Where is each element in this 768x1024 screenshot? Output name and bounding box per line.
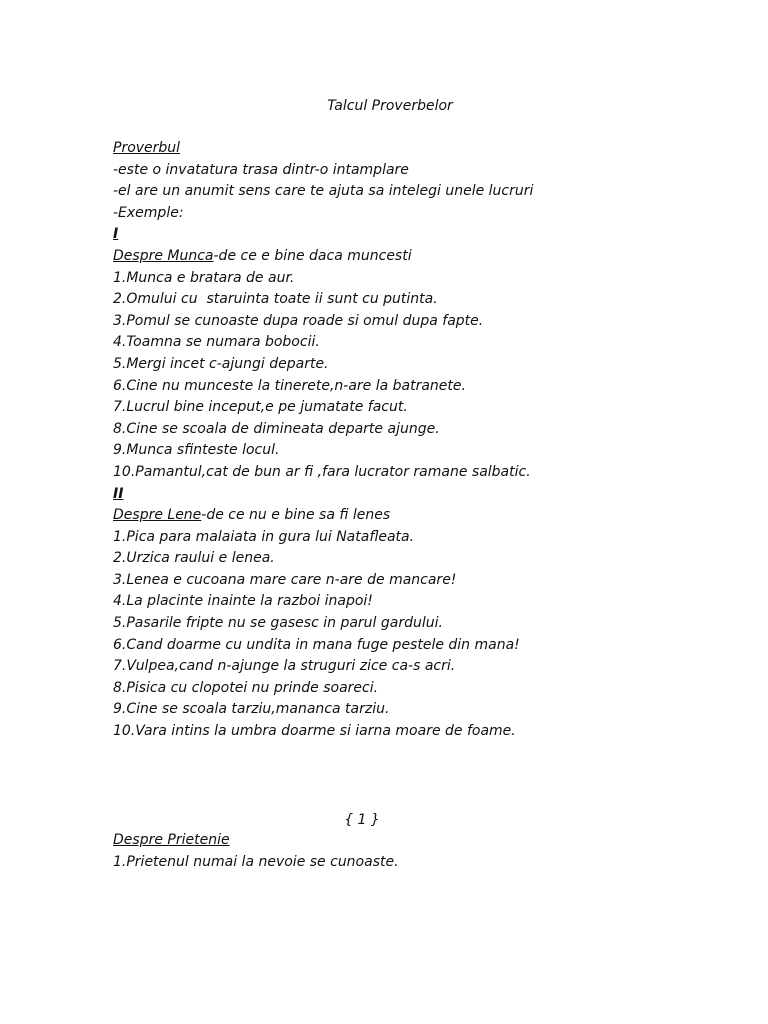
intro-line: -el are un anumit sens care te ajuta sa intelegi unele lucruri: [113, 183, 534, 200]
proverb-item: 6.Cand doarme cu undita in mana fuge pestele din mana!: [113, 636, 520, 653]
proverb-item: 5.Pasarile fripte nu se gasesc in parul gardului.: [113, 615, 443, 632]
proverb-item: 5.Mergi incet c-ajungi departe.: [113, 355, 329, 372]
section-subtitle: -de ce e bine daca muncesti: [213, 247, 412, 264]
intro-line: -este o invatatura trasa dintr-o intamplare: [113, 161, 409, 178]
proverb-item: 1.Pica para malaiata in gura lui Natafleata.: [113, 528, 415, 545]
intro-line: -Exemple:: [113, 204, 184, 221]
proverb-item: 6.Cine nu munceste la tinerete,n-are la batranete.: [113, 377, 466, 394]
proverb-item: 1.Munca e bratara de aur.: [113, 269, 295, 286]
proverb-item: 8.Cine se scoala de dimineata departe ajunge.: [113, 420, 440, 437]
proverb-item: 8.Pisica cu clopotei nu prinde soareci.: [113, 679, 379, 696]
proverb-item: 7.Lucrul bine inceput,e pe jumatate facut.: [113, 399, 408, 416]
section-numeral: II: [113, 485, 124, 502]
proverb-item: 3.Pomul se cunoaste dupa roade si omul dupa fapte.: [113, 312, 484, 329]
section-heading: Despre Munca: [113, 247, 214, 264]
proverb-item: 7.Vulpea,cand n-ajunge la struguri zice ca-s acri.: [113, 658, 456, 675]
proverb-item: 9.Munca sfinteste locul.: [113, 442, 280, 459]
proverb-item: 4.La placinte inainte la razboi inapoi!: [113, 593, 373, 610]
proverb-item: 10.Vara intins la umbra doarme si iarna moare de foame.: [113, 723, 516, 740]
intro-heading: Proverbul: [113, 140, 181, 156]
section-numeral: I: [113, 226, 119, 243]
proverb-item: 4.Toamna se numara bobocii.: [113, 334, 320, 351]
proverb-item: 2.Omului cu staruinta toate ii sunt cu putinta.: [113, 291, 438, 308]
document-title: Talcul Proverbelor: [327, 98, 453, 114]
section-prietenie: [113, 830, 753, 873]
proverb-item: 10.Pamantul,cat de bun ar fi ,fara lucrator ramane salbatic.: [113, 463, 531, 480]
page-number: { 1 }: [344, 812, 380, 828]
proverb-item: 2.Urzica raului e lenea.: [113, 550, 275, 567]
proverb-item: 1.Prietenul numai la nevoie se cunoaste.: [113, 853, 399, 870]
section-heading-row: [113, 246, 753, 268]
proverb-item: 3.Lenea e cucoana mare care n-are de mancare!: [113, 571, 457, 588]
section-heading: Despre Prietenie: [113, 832, 230, 848]
section-subtitle: -de ce nu e bine sa fi lenes: [201, 507, 391, 524]
document-body: [113, 138, 753, 743]
proverb-item: 9.Cine se scoala tarziu,mananca tarziu.: [113, 701, 390, 718]
section-heading-row: [113, 505, 753, 527]
section-heading: Despre Lene: [113, 507, 202, 524]
